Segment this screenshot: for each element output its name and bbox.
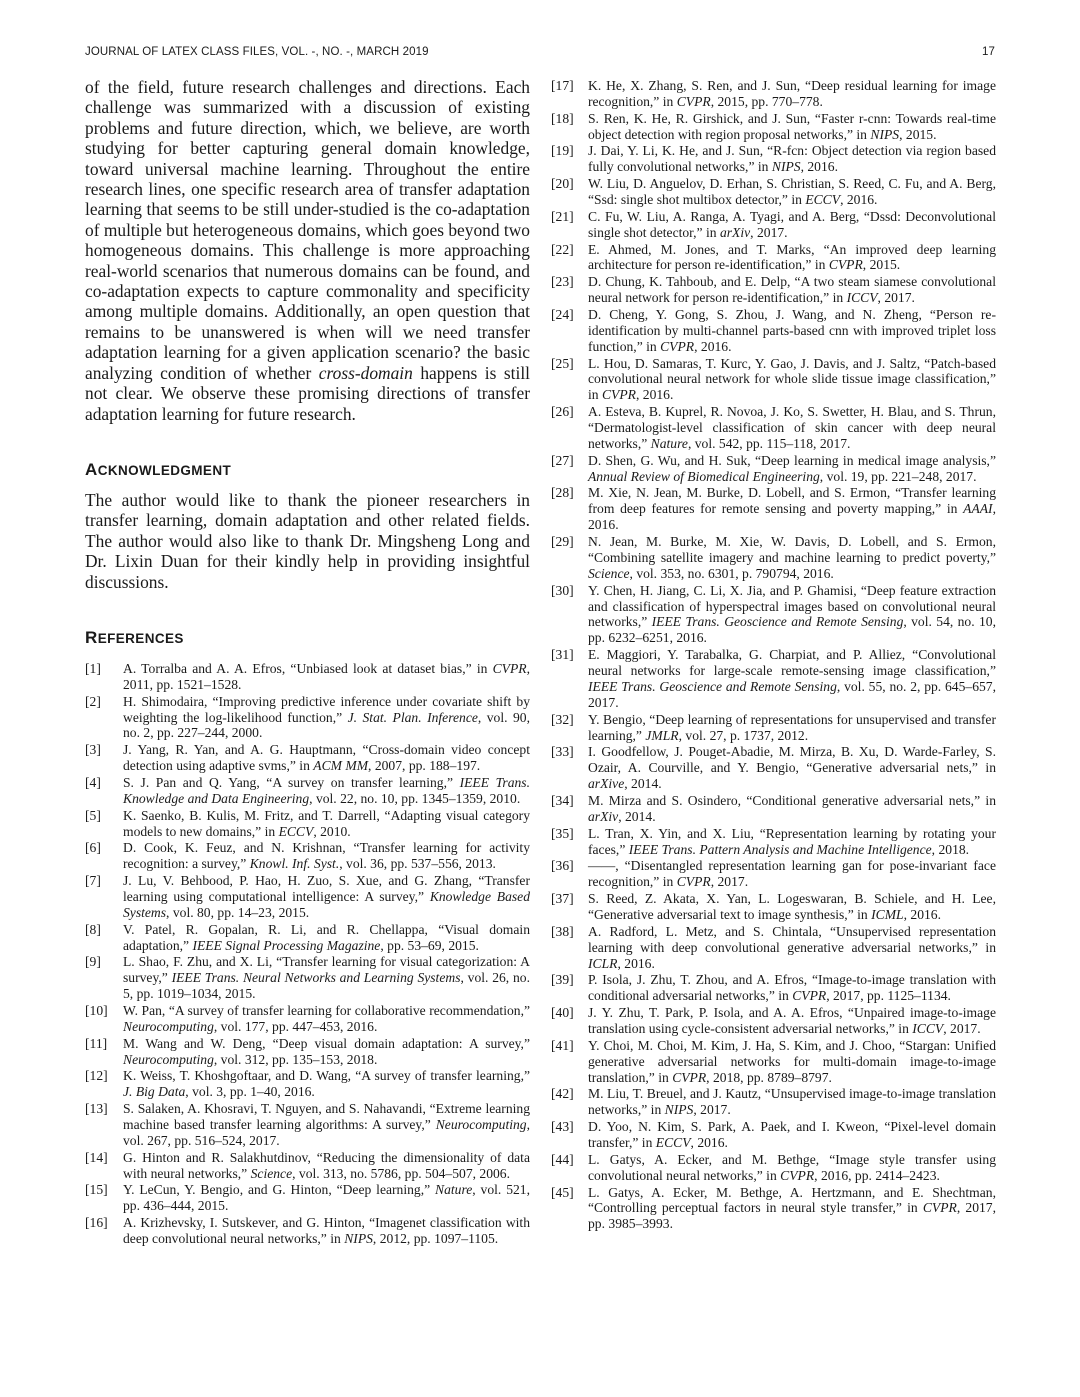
reference-venue: ECCV bbox=[278, 823, 314, 839]
reference-item bbox=[85, 1215, 530, 1247]
reference-item bbox=[85, 694, 530, 742]
reference-text: J. Lu, V. Behbood, P. Hao, H. Zuo, S. Xue, and G. Zhang, “Transfer learning using computational intelligence: A survey,” Knowledge Based Systems, vol. 80, pp. 14–23, 2015. bbox=[123, 873, 530, 920]
reference-venue: IEEE Trans. Geoscience and Remote Sensing bbox=[651, 614, 904, 630]
reference-venue: ICCV bbox=[912, 1021, 944, 1037]
reference-text: M. Mirza and S. Osindero, “Conditional generative adversarial nets,” in arXiv, 2014. bbox=[588, 793, 996, 824]
reference-item bbox=[551, 242, 996, 274]
reference-number: [5] bbox=[85, 807, 101, 823]
reference-text: Y. LeCun, Y. Bengio, and G. Hinton, “Deep learning,” Nature, vol. 521, pp. 436–444, 2015. bbox=[123, 1182, 530, 1214]
reference-number: [45] bbox=[551, 1184, 574, 1200]
reference-item bbox=[551, 534, 996, 582]
reference-venue: IEEE Trans. Geoscience and Remote Sensing bbox=[588, 679, 837, 694]
reference-number: [28] bbox=[551, 485, 574, 501]
reference-number: [36] bbox=[551, 858, 574, 874]
reference-venue: arXive bbox=[588, 776, 625, 792]
reference-item bbox=[551, 1119, 996, 1151]
page-number: 17 bbox=[982, 46, 995, 58]
reference-number: [16] bbox=[85, 1215, 108, 1231]
reference-text: C. Fu, W. Liu, A. Ranga, A. Tyagi, and A. Berg, “Dssd: Deconvolutional single shot detector,” in arXiv, 2017. bbox=[588, 208, 996, 240]
reference-item bbox=[551, 858, 996, 890]
right-column bbox=[551, 78, 996, 1233]
reference-item bbox=[85, 1036, 530, 1068]
reference-number: [44] bbox=[551, 1151, 574, 1167]
reference-number: [40] bbox=[551, 1005, 574, 1021]
reference-item bbox=[85, 775, 530, 807]
reference-number: [42] bbox=[551, 1086, 574, 1102]
reference-text: Y. Chen, H. Jiang, C. Li, X. Jia, and P. Ghamisi, “Deep feature extraction and classification of hyperspectral images based on convolutional neural networks,” IEEE Trans. Geoscience and Remote Sensing, vol. 54, no. 10, pp. 6232–6251, 2016. bbox=[588, 582, 996, 646]
reference-item bbox=[551, 972, 996, 1004]
reference-item bbox=[85, 1182, 530, 1214]
reference-item bbox=[551, 712, 996, 744]
reference-text: Y. Bengio, “Deep learning of representations for unsupervised and transfer learning,” JMLR, vol. 27, p. 1737, 2012. bbox=[588, 711, 996, 743]
reference-venue: ECCV bbox=[655, 1135, 691, 1151]
running-header bbox=[85, 46, 995, 64]
reference-item bbox=[551, 453, 996, 485]
reference-text: J. Y. Zhu, T. Park, P. Isola, and A. A. Efros, “Unpaired image-to-image translation using cycle-consistent adversarial networks,” in ICCV, 2017. bbox=[588, 1005, 996, 1037]
reference-text: J. Dai, Y. Li, K. He, and J. Sun, “R-fcn: Object detection via region based fully convolutional networks,” in NIPS, 2016. bbox=[588, 143, 996, 175]
reference-item bbox=[551, 1086, 996, 1118]
reference-venue: CVPR bbox=[676, 874, 711, 890]
reference-number: [34] bbox=[551, 793, 574, 809]
reference-item bbox=[551, 891, 996, 923]
references-heading: REFERENCES bbox=[85, 627, 184, 647]
reference-text: L. Gatys, A. Ecker, and M. Bethge, “Image style transfer using convolutional neural networks,” in CVPR, 2016, pp. 2414–2423. bbox=[588, 1151, 996, 1183]
reference-venue: CVPR bbox=[672, 1069, 707, 1085]
reference-text: E. Maggiori, Y. Tarabalka, G. Charpiat, and P. Alliez, “Convolutional neural networks for large-scale remote-sensing image classification,” IEEE Trans. Geoscience and Remote Sensing, vol. 55, no. 2, pp. 645–657, 2017. bbox=[588, 647, 996, 710]
reference-text: J. Yang, R. Yan, and A. G. Hauptmann, “Cross-domain video concept detection using adaptive svms,” in ACM MM, 2007, pp. 188–197. bbox=[123, 742, 530, 774]
reference-item bbox=[551, 583, 996, 647]
reference-text: M. Liu, T. Breuel, and J. Kautz, “Unsupervised image-to-image translation networks,” in NIPS, 2017. bbox=[588, 1086, 996, 1118]
reference-number: [13] bbox=[85, 1101, 108, 1117]
reference-list-left bbox=[85, 661, 530, 1247]
reference-text: K. Weiss, T. Khoshgoftaar, and D. Wang, “A survey of transfer learning,” J. Big Data, vol. 3, pp. 1–40, 2016. bbox=[123, 1068, 530, 1100]
reference-venue: Nature bbox=[435, 1182, 473, 1198]
reference-item bbox=[85, 922, 530, 954]
reference-number: [21] bbox=[551, 208, 574, 224]
reference-number: [4] bbox=[85, 774, 101, 790]
reference-item bbox=[85, 1068, 530, 1100]
reference-item bbox=[551, 1152, 996, 1184]
reference-text: L. Hou, D. Samaras, T. Kurc, Y. Gao, J. Davis, and J. Saltz, “Patch-based convolutional neural network for whole slide tissue image classification,” in CVPR, 2016. bbox=[588, 355, 996, 403]
reference-venue: CVPR bbox=[601, 387, 636, 403]
reference-venue: ICML bbox=[871, 907, 904, 923]
conclusion-text-part2: happens is still not clear. We observe these promising directions of transfer adaptation learning for future research. bbox=[85, 362, 530, 424]
reference-text: P. Isola, J. Zhu, T. Zhou, and A. Efros, “Image-to-image translation with conditional adversarial networks,” in CVPR, 2017, pp. 1125–1134. bbox=[588, 972, 996, 1004]
reference-text: A. Krizhevsky, I. Sutskever, and G. Hinton, “Imagenet classification with deep convolutional neural networks,” in NIPS, 2012, pp. 1097–1105. bbox=[123, 1215, 530, 1247]
reference-item bbox=[551, 356, 996, 404]
reference-item bbox=[551, 744, 996, 792]
reference-number: [7] bbox=[85, 873, 101, 889]
reference-venue: CVPR bbox=[792, 988, 827, 1004]
reference-text: S. Reed, Z. Akata, X. Yan, L. Logeswaran, B. Schiele, and H. Lee, “Generative adversarial text to image synthesis,” in ICML, 2016. bbox=[588, 891, 996, 923]
reference-text: D. Yoo, N. Kim, S. Park, A. Paek, and I. Kweon, “Pixel-level domain transfer,” in ECCV, 2016. bbox=[588, 1119, 996, 1151]
reference-text: K. Saenko, B. Kulis, M. Fritz, and T. Darrell, “Adapting visual category models to new domains,” in ECCV, 2010. bbox=[123, 807, 530, 839]
reference-text: G. Hinton and R. Salakhutdinov, “Reducing the dimensionality of data with neural networks,” Science, vol. 313, no. 5786, pp. 504–507, 2006. bbox=[123, 1149, 530, 1181]
reference-number: [3] bbox=[85, 742, 101, 758]
conclusion-text-part1: of the field, future research challenges and directions. Each challenge was summarized with a discussion of existing problems and future direction, which, we believe, are worth studying for better capturing general domain knowledge, toward universal machine learning. Throughout the entire research lines, one specific research area of transfer adaptation learning that seems to be still under-studied is the co-adaptation of multiple but heterogeneous domains, which goes beyond two homogeneous domains. This challenge is more approaching real-world scenarios that numerous domains can be found, and co-adaptation expects to capture commonality and specificity among multiple domains. Additionally, an open question that remains to be unanswered is when will we need transfer adaptation learning for a given application scenario? the basic analyzing condition of whether bbox=[85, 77, 530, 383]
reference-number: [30] bbox=[551, 582, 574, 598]
reference-number: [11] bbox=[85, 1035, 108, 1051]
reference-item bbox=[551, 209, 996, 241]
reference-item bbox=[551, 274, 996, 306]
reference-number: [29] bbox=[551, 534, 574, 550]
reference-venue: Annual Review of Biomedical Engineering bbox=[588, 468, 820, 484]
reference-text: S. Salaken, A. Khosravi, T. Nguyen, and S. Nahavandi, “Extreme learning machine based transfer learning algorithms: A survey,” Neurocomputing, vol. 267, pp. 516–524, 2017. bbox=[123, 1101, 530, 1148]
reference-number: [1] bbox=[85, 660, 101, 676]
reference-text: W. Liu, D. Anguelov, D. Erhan, S. Christian, S. Reed, C. Fu, and A. Berg, “Ssd: single shot multibox detector,” in ECCV, 2016. bbox=[588, 176, 996, 208]
reference-number: [41] bbox=[551, 1037, 574, 1053]
reference-venue: Science bbox=[588, 565, 630, 581]
reference-venue: IEEE Signal Processing Magazine bbox=[192, 937, 381, 953]
conclusion-emphasis: cross-domain bbox=[318, 362, 413, 383]
reference-number: [18] bbox=[551, 110, 574, 126]
reference-venue: CVPR bbox=[780, 1167, 815, 1183]
reference-number: [37] bbox=[551, 891, 574, 907]
reference-text: A. Radford, L. Metz, and S. Chintala, “Unsupervised representation learning with deep convolutional generative adversarial networks,” in ICLR, 2016. bbox=[588, 923, 996, 971]
reference-venue: NIPS bbox=[664, 1102, 694, 1118]
reference-item bbox=[551, 143, 996, 175]
reference-text: L. Tran, X. Yin, and X. Liu, “Representation learning by rotating your faces,” IEEE Trans. Pattern Analysis and Machine Intelligence, 2018. bbox=[588, 825, 996, 857]
reference-number: [8] bbox=[85, 921, 101, 937]
reference-list-right bbox=[551, 78, 996, 1232]
reference-venue: Neurocomputing bbox=[435, 1117, 527, 1132]
reference-item bbox=[551, 793, 996, 825]
reference-item bbox=[85, 954, 530, 1002]
reference-number: [43] bbox=[551, 1119, 574, 1135]
reference-number: [39] bbox=[551, 972, 574, 988]
reference-number: [25] bbox=[551, 355, 574, 371]
reference-venue: J. Stat. Plan. Inference bbox=[347, 709, 478, 725]
reference-item bbox=[85, 1150, 530, 1182]
acknowledgment-heading: ACKNOWLEDGMENT bbox=[85, 459, 232, 479]
reference-venue: IEEE Trans. Pattern Analysis and Machine Intelligence bbox=[628, 841, 932, 857]
reference-venue: J. Big Data bbox=[123, 1084, 186, 1100]
reference-item bbox=[551, 307, 996, 355]
reference-venue: Neurocomputing bbox=[123, 1051, 214, 1067]
reference-text: W. Pan, “A survey of transfer learning for collaborative recommendation,” Neurocomputing, vol. 177, pp. 447–453, 2016. bbox=[123, 1002, 530, 1034]
reference-venue: Science bbox=[250, 1165, 293, 1181]
reference-item bbox=[551, 1038, 996, 1086]
reference-number: [2] bbox=[85, 693, 101, 709]
reference-item bbox=[85, 661, 530, 693]
reference-number: [9] bbox=[85, 954, 101, 970]
reference-item bbox=[551, 176, 996, 208]
reference-text: V. Patel, R. Gopalan, R. Li, and R. Chellappa, “Visual domain adaptation,” IEEE Signal Processing Magazine, pp. 53–69, 2015. bbox=[123, 921, 530, 953]
journal-title: JOURNAL OF LATEX CLASS FILES, VOL. -, NO. -, MARCH 2019 bbox=[85, 46, 429, 58]
reference-item bbox=[551, 111, 996, 143]
reference-item bbox=[551, 647, 996, 711]
reference-venue: arXiv bbox=[588, 808, 619, 824]
reference-text: K. He, X. Zhang, S. Ren, and J. Sun, “Deep residual learning for image recognition,” in CVPR, 2015, pp. 770–778. bbox=[588, 78, 996, 109]
reference-number: [24] bbox=[551, 306, 574, 322]
reference-item bbox=[551, 826, 996, 858]
reference-venue: Neurocomputing bbox=[123, 1018, 214, 1034]
reference-venue: NIPS bbox=[870, 126, 900, 142]
reference-venue: IEEE Trans. Neural Networks and Learning Systems bbox=[171, 970, 461, 986]
reference-venue: ICLR bbox=[588, 955, 618, 971]
reference-text: D. Cheng, Y. Gong, S. Zhou, J. Wang, and N. Zheng, “Person re-identification by multi-channel parts-based cnn with improved triplet loss function,” in CVPR, 2016. bbox=[588, 306, 996, 354]
reference-item bbox=[551, 485, 996, 533]
reference-number: [35] bbox=[551, 825, 574, 841]
reference-venue: Knowledge Based Systems bbox=[123, 888, 530, 920]
reference-venue: AAAI bbox=[963, 501, 993, 517]
reference-number: [33] bbox=[551, 744, 574, 760]
reference-number: [27] bbox=[551, 452, 574, 468]
reference-number: [19] bbox=[551, 143, 574, 159]
reference-number: [10] bbox=[85, 1002, 108, 1018]
reference-item bbox=[85, 808, 530, 840]
reference-item bbox=[551, 924, 996, 972]
reference-text: L. Shao, F. Zhu, and X. Li, “Transfer learning for visual categorization: A survey,” IEEE Trans. Neural Networks and Learning Systems, vol. 26, no. 5, pp. 1019–1034, 2015. bbox=[123, 954, 530, 1002]
reference-venue: ACM MM bbox=[313, 758, 369, 774]
reference-item bbox=[85, 840, 530, 872]
reference-number: [26] bbox=[551, 404, 574, 420]
reference-venue: JMLR bbox=[645, 727, 679, 743]
reference-text: H. Shimodaira, “Improving predictive inference under covariate shift by weighting the log-likelihood function,” J. Stat. Plan. Inference, vol. 90, no. 2, pp. 227–244, 2000. bbox=[123, 693, 530, 741]
reference-item bbox=[551, 1185, 996, 1233]
reference-item bbox=[85, 742, 530, 774]
reference-venue: CVPR bbox=[660, 338, 695, 354]
reference-venue: NIPS bbox=[344, 1231, 373, 1247]
reference-venue: NIPS bbox=[771, 159, 801, 175]
reference-item bbox=[551, 404, 996, 452]
reference-number: [17] bbox=[551, 78, 574, 93]
reference-number: [38] bbox=[551, 923, 574, 939]
reference-text: D. Shen, G. Wu, and H. Suk, “Deep learning in medical image analysis,” Annual Review of Biomedical Engineering, vol. 19, pp. 221–248, 2017. bbox=[588, 452, 996, 484]
reference-venue: CVPR bbox=[922, 1200, 957, 1216]
reference-number: [22] bbox=[551, 241, 574, 257]
reference-venue: ECCV bbox=[805, 192, 841, 208]
reference-venue: IEEE Trans. Knowledge and Data Engineering bbox=[123, 774, 530, 806]
reference-number: [6] bbox=[85, 840, 101, 856]
reference-number: [23] bbox=[551, 274, 574, 290]
reference-venue: Nature bbox=[650, 435, 688, 451]
reference-text: D. Chung, K. Tahboub, and E. Delp, “A two steam siamese convolutional neural network for person re-identification,” in ICCV, 2017. bbox=[588, 274, 996, 306]
reference-item bbox=[85, 873, 530, 921]
reference-text: M. Wang and W. Deng, “Deep visual domain adaptation: A survey,” Neurocomputing, vol. 312, pp. 135–153, 2018. bbox=[123, 1035, 530, 1067]
conclusion-paragraph bbox=[85, 77, 530, 424]
reference-number: [31] bbox=[551, 647, 574, 663]
reference-text: L. Gatys, A. Ecker, M. Bethge, A. Hertzmann, and E. Shechtman, “Controlling perceptual factors in neural style transfer,” in CVPR, 2017, pp. 3985–3993. bbox=[588, 1184, 996, 1232]
reference-text: A. Torralba and A. A. Efros, “Unbiased look at dataset bias,” in CVPR, 2011, pp. 1521–1528. bbox=[123, 660, 530, 692]
reference-number: [15] bbox=[85, 1182, 108, 1198]
reference-text: S. Ren, K. He, R. Girshick, and J. Sun, “Faster r-cnn: Towards real-time object detection with region proposal networks,” in NIPS, 2015. bbox=[588, 110, 996, 142]
reference-venue: Knowl. Inf. Syst. bbox=[249, 856, 340, 872]
reference-number: [32] bbox=[551, 711, 574, 727]
reference-venue: CVPR bbox=[492, 660, 527, 676]
acknowledgment-text: The author would like to thank the pioneer researchers in transfer learning, domain adaptation and other related fields. The author would also like to thank Dr. Mingsheng Long and Dr. Lixin Duan for their kindly help in providing insightful discussions. bbox=[85, 489, 530, 592]
reference-venue: CVPR bbox=[828, 257, 863, 273]
reference-text: I. Goodfellow, J. Pouget-Abadie, M. Mirza, B. Xu, D. Warde-Farley, S. Ozair, A. Courville, and Y. Bengio, “Generative adversarial nets,” in arXive, 2014. bbox=[588, 744, 996, 792]
reference-number: [12] bbox=[85, 1068, 108, 1084]
reference-number: [14] bbox=[85, 1149, 108, 1165]
reference-text: M. Xie, N. Jean, M. Burke, D. Lobell, and S. Ermon, “Transfer learning from deep features for remote sensing and poverty mapping,” in AAAI, 2016. bbox=[588, 485, 996, 533]
reference-item bbox=[551, 78, 996, 110]
reference-text: N. Jean, M. Burke, M. Xie, W. Davis, D. Lobell, and S. Ermon, “Combining satellite imagery and machine learning to predict poverty,” Science, vol. 353, no. 6301, p. 790794, 2016. bbox=[588, 534, 996, 581]
reference-venue: arXiv bbox=[719, 224, 751, 240]
reference-item bbox=[551, 1005, 996, 1037]
reference-text: Y. Choi, M. Choi, M. Kim, J. Ha, S. Kim, and J. Choo, “Stargan: Unified generative adversarial networks for multi-domain image-to-image translation,” in CVPR, 2018, pp. 8789–8797. bbox=[588, 1037, 996, 1085]
reference-venue: CVPR bbox=[676, 93, 711, 109]
reference-text: D. Cook, K. Feuz, and N. Krishnan, “Transfer learning for activity recognition: a survey,” Knowl. Inf. Syst., vol. 36, pp. 537–556, 2013. bbox=[123, 840, 530, 872]
reference-item bbox=[85, 1101, 530, 1149]
reference-venue: ICCV bbox=[846, 290, 878, 306]
reference-item bbox=[85, 1003, 530, 1035]
reference-text: A. Esteva, B. Kuprel, R. Novoa, J. Ko, S. Swetter, H. Blau, and S. Thrun, “Dermatologist-level classification of skin cancer with deep neural networks,” Nature, vol. 542, pp. 115–118, 2017. bbox=[588, 404, 996, 451]
reference-text: S. J. Pan and Q. Yang, “A survey on transfer learning,” IEEE Trans. Knowledge and Data Engineering, vol. 22, no. 10, pp. 1345–1359, 2010. bbox=[123, 774, 530, 806]
reference-text: ——, “Disentangled representation learning gan for pose-invariant face recognition,” in CVPR, 2017. bbox=[588, 858, 996, 890]
reference-number: [20] bbox=[551, 176, 574, 192]
reference-text: E. Ahmed, M. Jones, and T. Marks, “An improved deep learning architecture for person re-identification,” in CVPR, 2015. bbox=[588, 241, 996, 273]
left-column bbox=[85, 77, 530, 1248]
